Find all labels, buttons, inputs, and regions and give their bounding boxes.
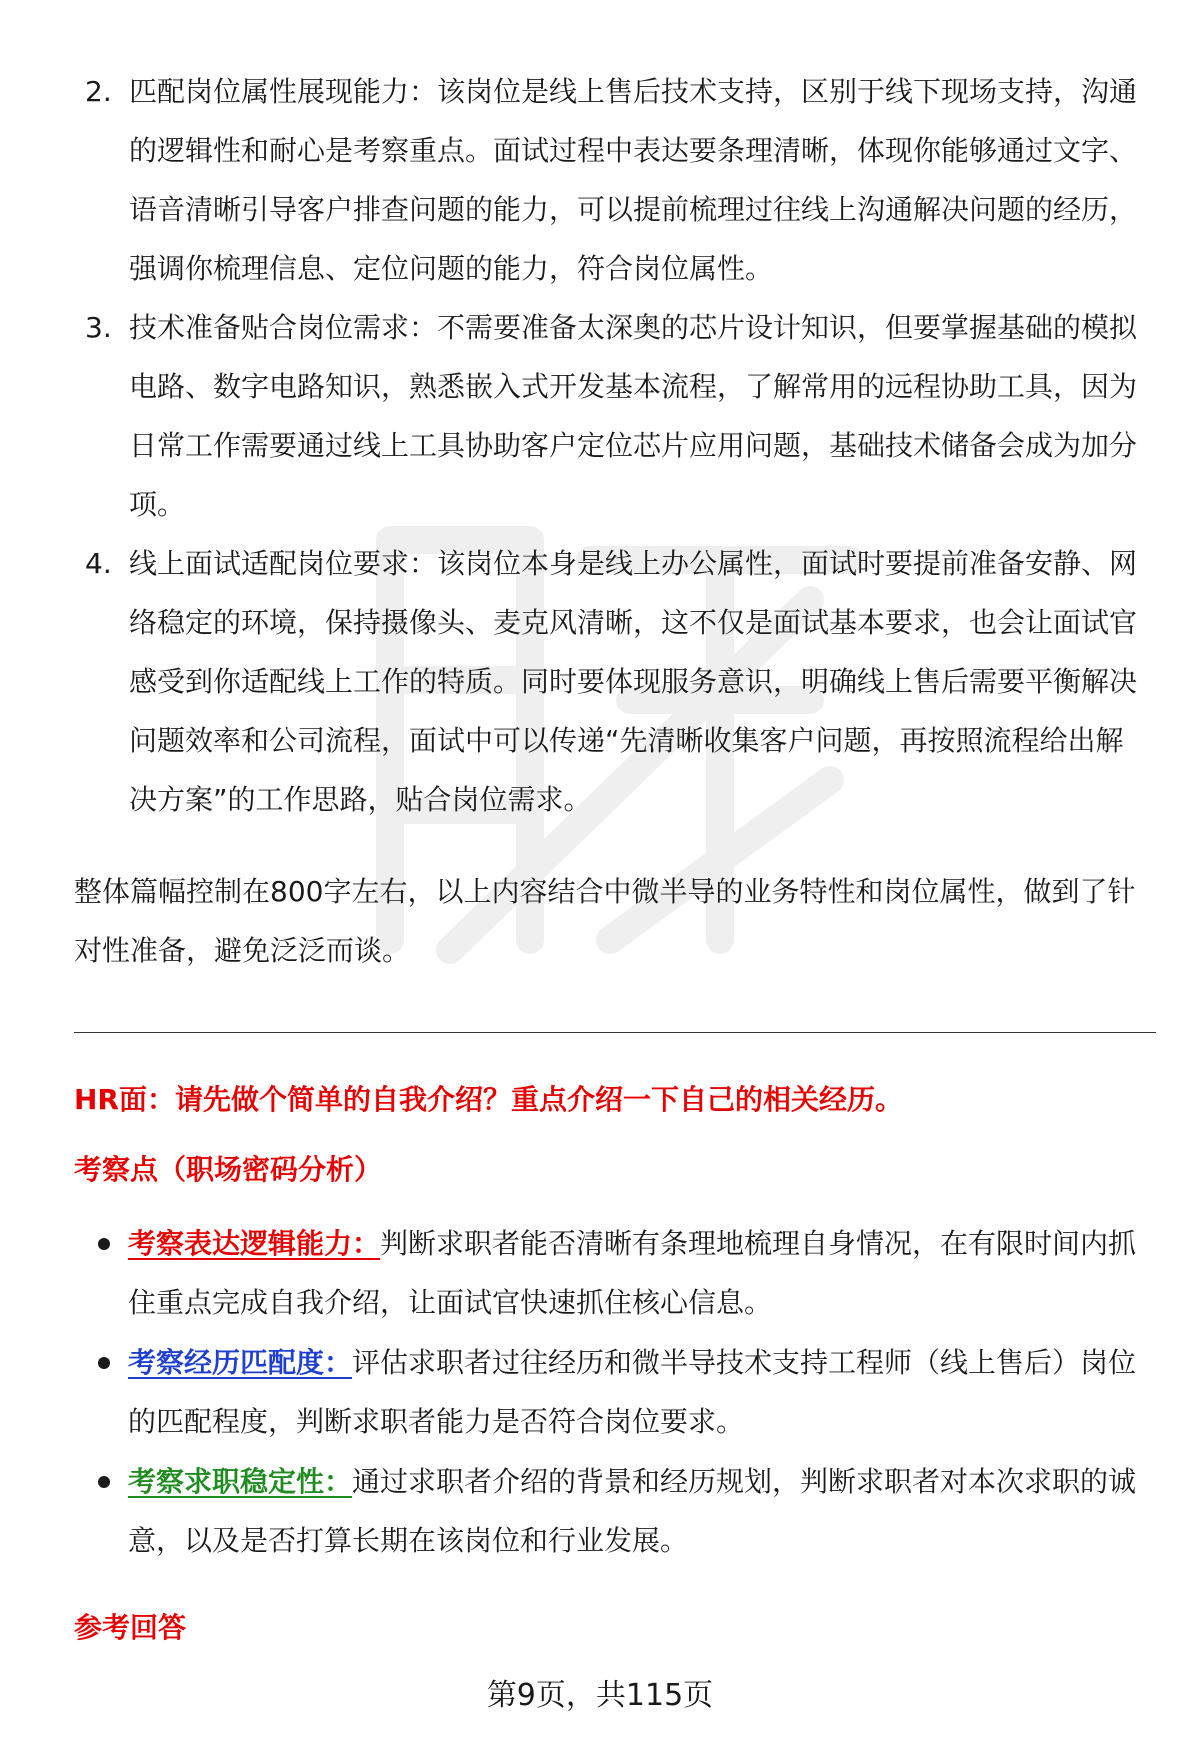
- hr-question-heading: HR面：请先做个简单的自我介绍？重点介绍一下自己的相关经历。: [74, 1083, 903, 1116]
- assessment-points-heading: 考察点（职场密码分析）: [74, 1153, 383, 1186]
- list-item-number: 3.: [85, 311, 112, 344]
- list-item-text: 匹配岗位属性展现能力：该岗位是线上售后技术支持，区别于线下现场支持，沟通的逻辑性和耐心是考察重点。面试过程中表达要条理清晰，体现你能够通过文字、语音清晰引导客户排查问题的能力，可以提前梳理过往线上沟通解决问题的经历，强调你梳理信息、定位问题的能力，符合岗位属性。: [129, 75, 1138, 285]
- bullet-icon: [98, 1476, 110, 1488]
- reference-answer-heading: 参考回答: [74, 1611, 187, 1644]
- section-divider: [74, 1032, 1156, 1033]
- list-item: [96, 1333, 1156, 1451]
- summary-paragraph: 整体篇幅控制在800字左右，以上内容结合中微半导的业务特性和岗位属性，做到了针对性准备，避免泛泛而谈。: [74, 875, 1136, 967]
- page-footer: 第9页，共115页: [486, 1678, 714, 1713]
- list-item-number: 4.: [85, 547, 112, 580]
- list-item: [96, 1452, 1156, 1570]
- assessment-points-list: [96, 1214, 1156, 1571]
- point-label: 考察经历匹配度：: [128, 1346, 353, 1379]
- list-item: [96, 1214, 1156, 1332]
- point-text: 评估求职者过往经历和微半导技术支持工程师（线上售后）岗位的匹配程度，判断求职者能力是否符合岗位要求。: [128, 1346, 1137, 1438]
- list-item-text: 技术准备贴合岗位需求：不需要准备太深奥的芯片设计知识，但要掌握基础的模拟电路、数字电路知识，熟悉嵌入式开发基本流程，了解常用的远程协助工具，因为日常工作需要通过线上工具协助客户定位芯片应用问题，基础技术储备会成为加分项。: [129, 311, 1138, 521]
- list-item-number: 2.: [85, 75, 112, 108]
- list-item: [85, 534, 1145, 829]
- list-item: [85, 298, 1145, 534]
- list-item: [85, 62, 1145, 298]
- bullet-icon: [98, 1357, 110, 1369]
- point-label: 考察求职稳定性：: [128, 1465, 353, 1498]
- numbered-list: [85, 62, 1145, 829]
- bullet-icon: [98, 1238, 110, 1250]
- list-item-text: 线上面试适配岗位要求：该岗位本身是线上办公属性，面试时要提前准备安静、网络稳定的环境，保持摄像头、麦克风清晰，这不仅是面试基本要求，也会让面试官感受到你适配线上工作的特质。同时要体现服务意识，明确线上售后需要平衡解决问题效率和公司流程，面试中可以传递“先清晰收集客户问题，再按照流程给出解决方案”的工作思路，贴合岗位需求。: [129, 547, 1138, 816]
- point-text: 判断求职者能否清晰有条理地梳理自身情况，在有限时间内抓住重点完成自我介绍，让面试官快速抓住核心信息。: [128, 1227, 1137, 1319]
- point-text: 通过求职者介绍的背景和经历规划，判断求职者对本次求职的诚意，以及是否打算长期在该岗位和行业发展。: [128, 1465, 1137, 1557]
- point-label: 考察表达逻辑能力：: [128, 1227, 381, 1260]
